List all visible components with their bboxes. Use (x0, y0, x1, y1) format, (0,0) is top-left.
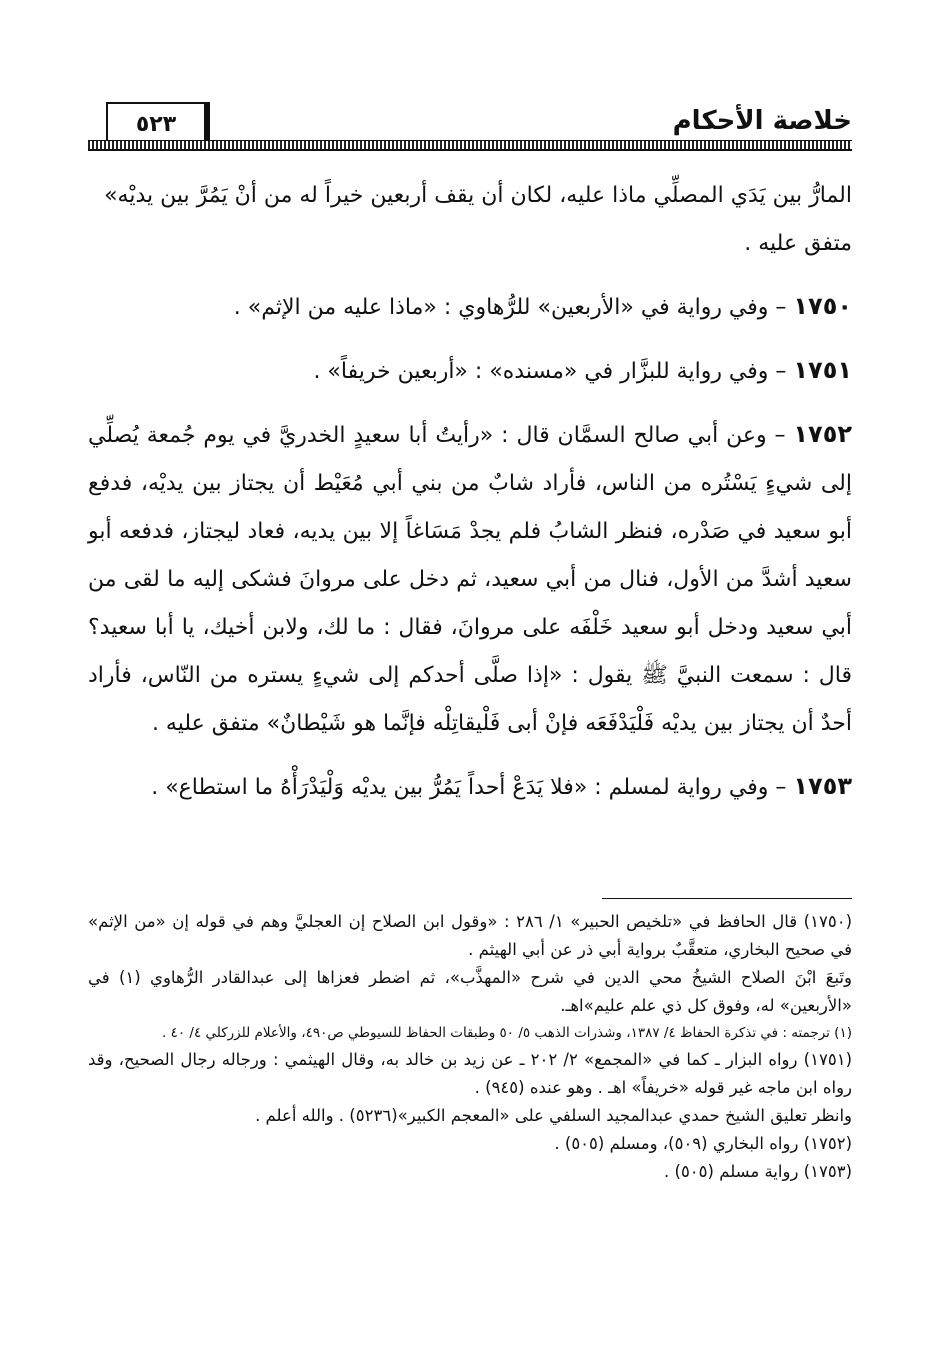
hadith-1750 (88, 282, 852, 332)
footnote-separator (602, 898, 852, 899)
hadith-text: – وفي رواية لمسلم : «فلا يَدَعْ أحداً يَمُرُّ بين يديْه وَلْيَدْرَأْهُ ما استطاع» . (151, 775, 787, 800)
header-rule-line (88, 150, 852, 151)
hadith-number: ١٧٥٢ (793, 420, 852, 448)
running-title: خلاصة الأحكام (672, 106, 852, 136)
hadith-text: – وفي رواية في «الأربعين» للرُّهاوي : «ماذا عليه من الإثم» . (233, 295, 787, 320)
paragraph-continued (88, 172, 852, 268)
sub-footnote-1: (١) ترجمته : في تذكرة الحفاظ ٤/ ١٣٨٧، وشذرات الذهب ٥/ ٥٠ وطبقات الحفاظ للسيوطي ص٤٩٠، والأعلام للزركلي ٤/ ٤٠ . (162, 1025, 852, 1041)
footnote-1750: (١٧٥٠) قال الحافظ في «تلخيص الحبير» ١/ ٢٨٦ : «وقول ابن الصلاح إن العجليَّ وهم في قوله إن «من الإثم» في صحيح البخاري، متعقَّبٌ برواية أبي ذر عن أبي الهيثم . (88, 912, 852, 959)
hadith-text: – وفي رواية للبزَّار في «مسنده» : «أربعين خريفاً» . (313, 359, 787, 384)
hadith-number: ١٧٥١ (793, 356, 852, 384)
page-number: ٥٢٣ (106, 102, 210, 148)
header-rule (88, 140, 852, 150)
hadith-1753 (88, 762, 852, 812)
hadith-number: ١٧٥٣ (793, 772, 852, 800)
footnote-1750-continued: وتَبعَ ابْنَ الصلاح الشيخُ محي الدين في شرح «المهذَّب»، ثم اضطر فعزاها إلى عبدالقادر الرُّهاوي (١) في «الأربعين» له، وفوق كل ذي علم عليم»اهـ. (88, 968, 852, 1015)
hadith-1752 (88, 410, 852, 748)
hadith-number: ١٧٥٠ (793, 292, 852, 320)
main-text (88, 172, 852, 812)
footnote-1751: (١٧٥١) رواه البزار ـ كما في «المجمع» ٢/ ٢٠٢ ـ عن زيد بن خالد به، وقال الهيثمي : ورجاله رجال الصحيح، وقد رواه ابن ماجه غير قوله «خريفاً» اهـ . وهو عنده (٩٤٥) . (88, 1050, 852, 1097)
hadith-1751 (88, 346, 852, 396)
footnote-1752: (١٧٥٢) رواه البخاري (٥٠٩)، ومسلم (٥٠٥) . (554, 1134, 852, 1153)
paragraph-line: متفق عليه . (744, 231, 852, 256)
paragraph-line: المارُّ بين يَدَي المصلِّي ماذا عليه، لكان أن يقف أربعين خيراً له من أنْ يَمُرَّ بين يديْه» (104, 183, 852, 208)
footnote-1751-continued: وانظر تعليق الشيخ حمدي عبدالمجيد السلفي على «المعجم الكبير»(٥٢٣٦) . والله أعلم . (255, 1106, 852, 1125)
footnote-1753: (١٧٥٣) رواية مسلم (٥٠٥) . (664, 1162, 852, 1181)
footnotes (88, 908, 852, 1186)
hadith-text: – وعن أبي صالح السمَّان قال : «رأيتُ أبا سعيدٍ الخدريَّ في يوم جُمعة يُصلِّي إلى شيءٍ يَسْتُره من الناس، فأراد شابٌ من بني أبي مُعَيْط أن يجتاز بين يديْه، فدفع أبو سعيد في صَدْره، فنظر الشابُ فلم يجدْ مَسَاغاً إلا بين يديه، فعاد ليجتاز، فدفعه أبو سعيد أشدَّ من الأول، فنال من أبي سعيد، ثم دخل على مروانَ فشكى إليه ما لقى من أبي سعيد ودخل أبو سعيد خَلْفَه على مروانَ، فقال : ما لك، ولابن أخيك، يا أبا سعيد؟ قال : سمعت النبيَّ ﷺ يقول : «إذا صلَّى أحدكم إلى شيءٍ يستره من النّاس، فأراد أحدٌ أن يجتاز بين يديْه فَلْيَدْفَعَه فإنْ أبى فَلْيقاتِلْه فإنَّما هو شَيْطانٌ» متفق عليه . (88, 423, 852, 736)
page-header (88, 100, 852, 152)
